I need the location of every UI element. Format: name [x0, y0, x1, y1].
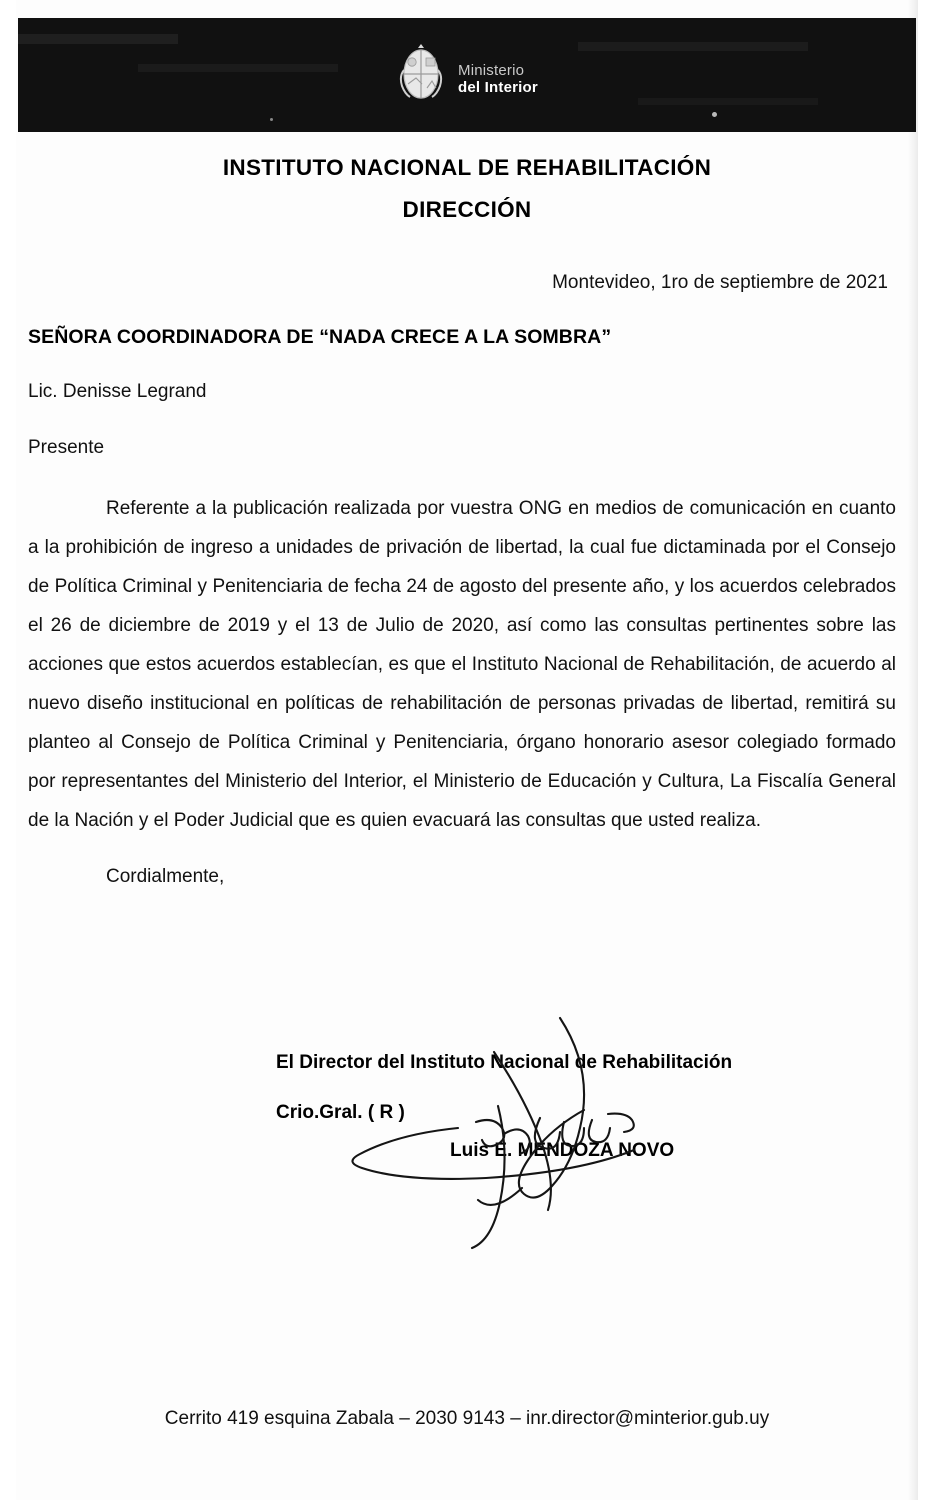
signatory-title: El Director del Instituto Nacional de Rehabilitación — [276, 1052, 733, 1073]
letter-date: Montevideo, 1ro de septiembre de 2021 — [552, 272, 888, 293]
scan-artifact — [638, 98, 818, 105]
letter-closing: Cordialmente, — [106, 866, 225, 887]
scan-margin-left — [0, 0, 16, 1500]
scan-artifact — [138, 64, 338, 72]
letterhead-band — [18, 18, 916, 132]
signature-block — [28, 1040, 896, 1270]
scan-shadow — [908, 0, 918, 1500]
ministry-label: Ministerio — [458, 61, 525, 79]
letter-recipient: Lic. Denisse Legrand — [28, 381, 207, 402]
letter-content — [28, 272, 896, 888]
letter-body — [28, 489, 896, 840]
scan-artifact — [18, 34, 178, 44]
page-title: INSTITUTO NACIONAL DE REHABILITACIÓN — [222, 155, 712, 180]
uruguay-coat-of-arms-icon — [398, 40, 444, 108]
letter-present-label: Presente — [28, 437, 105, 458]
signatory-name: Luis E. MENDOZA NOVO — [450, 1140, 675, 1161]
signatory-rank: Crio.Gral. ( R ) — [276, 1102, 405, 1123]
scan-speck — [712, 112, 717, 117]
scan-artifact — [578, 42, 808, 51]
ministry-brand — [398, 40, 538, 108]
scan-speck — [270, 118, 273, 121]
letter-body-text: Referente a la publicación realizada por vuestra ONG en medios de comunicación en cuanto a la prohibición de ingreso a unidades de privación de libertad, la cual fue dictaminada por el Consejo de Política Criminal y Penitenciaria de fecha 24 de agosto del presente año, y los acuerdos celebrados el 26 de diciembre de 2019 y el 13 de Julio de 2020, así como las consultas pertinentes sobre las acciones que estos acuerdos establecían, es que el Instituto Nacional de Rehabilitación, de acuerdo al nuevo diseño institucional en políticas de rehabilitación de personas privadas de libertad, remitirá su planteo al Consejo de Política Criminal y Penitenciaria, órgano honorario asesor colegiado formado por representantes del Ministerio del Interior, el Ministerio de Educación y Cultura, La Fiscalía General de la Nación y el Poder Judicial que es quien evacuará las consultas que usted realiza. — [28, 498, 896, 831]
page-subtitle: DIRECCIÓN — [402, 197, 532, 222]
letter-addressee: SEÑORA COORDINADORA DE “NADA CRECE A LA SOMBRA” — [28, 326, 612, 348]
ministry-department-label: del Interior — [458, 79, 538, 96]
footer-contact: Cerrito 419 esquina Zabala – 2030 9143 – inr.director@minterior.gub.uy — [164, 1408, 770, 1429]
scan-margin-right — [918, 0, 934, 1500]
document-title-block — [0, 155, 934, 223]
handwritten-signature-icon — [308, 1010, 728, 1260]
